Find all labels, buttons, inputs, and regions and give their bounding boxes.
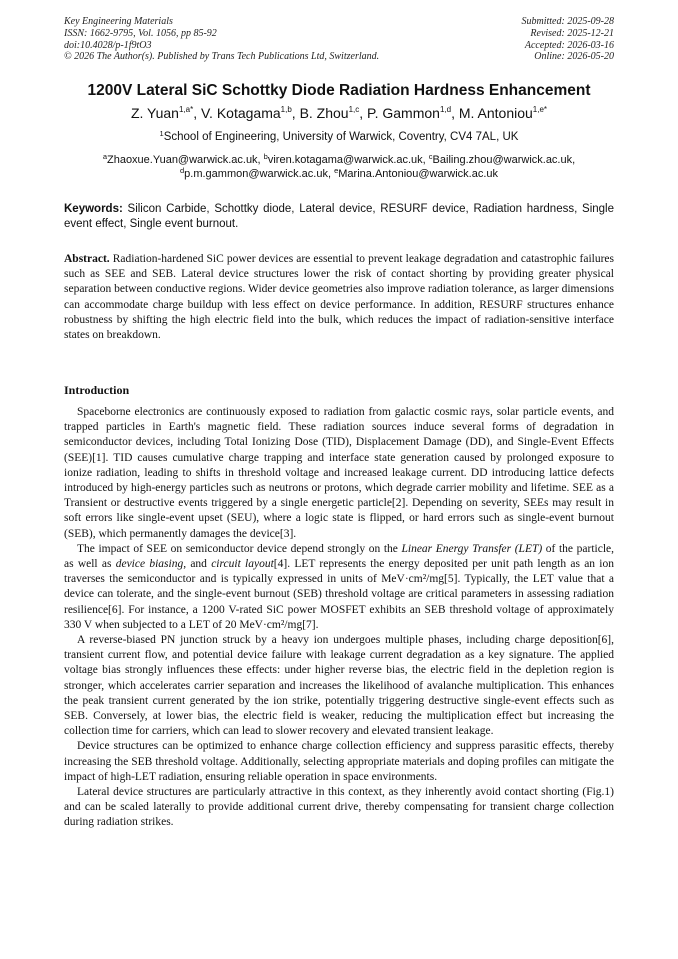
copyright-line: © 2026 The Author(s). Published by Trans Tech Publications Ltd, Switzerland. (64, 51, 380, 63)
author-name: B. Zhou (299, 105, 349, 121)
paragraph: A reverse-biased PN junction struck by a heavy ion undergoes multiple phases, including charge deposition[6], transient current flow, and potential device failure with leakage current degradation as a key signature. The applied voltage bias strongly influences these effects: under higher reverse bias, the electric field in the depletion region is stronger, which accelerates carrier separation and increases the likelihood of avalanche multiplication. This enhances the peak transient current generated by the ion strike, potentially triggering destructive single-event effects such as SEB. Conversely, at lower bias, the electric field is weaker, reducing the multiplication effect but increasing the collection time for carriers, which can lead to slower recovery and elevated transient leakage. (64, 634, 614, 738)
journal-doi: doi:10.4028/p-1f9tO3 (64, 39, 152, 51)
email-link[interactable]: p.m.gammon@warwick.ac.uk, (184, 168, 335, 180)
email-line (40, 153, 638, 167)
paragraph (64, 542, 614, 633)
email-mark: d (179, 166, 185, 175)
text-run: , and (183, 558, 212, 571)
text-run-italic: circuit layout (211, 558, 274, 571)
keywords-text: Silicon Carbide, Schottky diode, Lateral device, RESURF device, Radiation hardness, Single event effect, Single event burnout. (64, 203, 614, 230)
author-affil-mark: 1,e* (532, 105, 548, 114)
paragraph: Spaceborne electronics are continuously exposed to radiation from galactic cosmic rays, solar particle events, and trapped particles in Earth's magnetic field. These radiation sources induce several forms of degradation in semiconductor devices, including Total Ionizing Dose (TID), Displacement Damage (DD), and Single-Event Effects (SEE)[1]. TID causes cumulative charge trapping and interface state generation caused by prolonged exposure to ionize radiation, leading to shifts in threshold voltage and increased leakage current. DD introducing lattice defects introduced by high-energy particles such as neutrons or protons, which degrade carrier mobility and lifetime. SEE as a Transient or destructive events triggered by a single energetic particle[2]. Depending on severity, SEEs may result in soft errors like single-event upset (SEU), where a logic state is flipped, or hard errors such as single-event burnout (SEB), which permanently damages the device[3]. (64, 406, 614, 540)
text-run: The impact of SEE on semiconductor device depend strongly on the (77, 542, 402, 555)
keywords-label: Keywords: (64, 203, 123, 215)
email-link[interactable]: Zhaoxue.Yuan@warwick.ac.uk, (106, 154, 264, 166)
affiliation-text: School of Engineering, University of Warwick, Coventry, CV4 7AL, UK (163, 131, 519, 143)
affiliation-mark: 1 (159, 129, 164, 138)
submitted-date: Submitted: 2025-09-28 (521, 16, 614, 27)
author-name: P. Gammon (367, 105, 440, 121)
email-mark: a (102, 152, 107, 161)
text-run: [4]. LET represents the energy deposited per unit path length as an ion traverses the semiconductor and is typically expressed in units of MeV·cm²/mg[5]. Typically, the LET value that a device can tolerate, and the single-event burnout (SEB) threshold voltage are critical parameters in assessing radiation resilience[6]. For instance, a 1200 V-rated SiC power MOSFET exhibits an SEB threshold voltage of approximately 330 V when subjected to a LET of 20 MeV·cm²/mg[7]. (64, 558, 614, 631)
text-run: of the particle, as well as (64, 542, 614, 571)
revised-date: Revised: 2025-12-21 (530, 27, 614, 39)
author-separator: , (291, 105, 300, 121)
text-run-italic: Linear Energy Transfer (LET) (401, 542, 543, 555)
abstract-section (64, 252, 614, 343)
author-list (30, 105, 648, 121)
abstract-text: Radiation-hardened SiC power devices are essential to prevent leakage degradation and catastrophic failures such as SEE and SEB. Lateral device structures lower the risk of contact shorting by providing greater physical separation between conductive regions. Wider device geometries also improve radiation tolerance, as larger dimensions can accommodate charge buildup with less effect on device performance. In addition, RESURF structures enhance robustness by shifting the high electric field into the bulk, which reduces the impact of radiation-sensitive interface states on breakdown. (64, 253, 614, 342)
journal-name: Key Engineering Materials (64, 16, 173, 27)
paragraph: Device structures can be optimized to enhance charge collection efficiency and suppress parasitic effects, thereby increasing the SEB threshold voltage. Additionally, selecting appropriate materials and doping profiles can mitigate the impact of high-LET radiation, ensuring reliable operation in space environments. (64, 740, 614, 783)
author-name: Z. Yuan (130, 105, 179, 121)
author-separator: , (451, 105, 459, 121)
journal-header (64, 16, 379, 63)
email-mark: b (263, 152, 268, 161)
keywords-section (64, 202, 614, 232)
author-affil-mark: 1,d (439, 105, 452, 114)
email-link[interactable]: Marina.Antoniou@warwick.ac.uk (338, 168, 498, 180)
email-link[interactable]: Bailing.zhou@warwick.ac.uk, (432, 154, 576, 166)
online-date: Online: 2026-05-20 (534, 51, 614, 63)
email-mark: e (334, 166, 339, 175)
author-affil-mark: 1,c (348, 105, 360, 114)
dates-header (522, 16, 615, 63)
author-separator: , (193, 105, 201, 121)
abstract-label: Abstract. (64, 253, 110, 265)
introduction-heading: Introduction (64, 383, 130, 397)
email-line (40, 167, 638, 181)
paper-title: 1200V Lateral SiC Schottky Diode Radiation Hardness Enhancement (87, 82, 591, 99)
author-affil-mark: 1,a* (178, 105, 194, 114)
author-separator: , (359, 105, 368, 121)
email-mark: c (428, 152, 433, 161)
accepted-date: Accepted: 2026-03-16 (524, 39, 614, 51)
email-link[interactable]: viren.kotagama@warwick.ac.uk, (267, 154, 429, 166)
paragraph: Lateral device structures are particularly attractive in this context, as they inherently avoid contact shorting (Fig.1) and can be scaled laterally to provide additional current drive, thereby compensating for transient charge collection during radiation strikes. (64, 786, 614, 829)
author-affil-mark: 1,b (280, 105, 292, 114)
introduction-body (64, 405, 614, 831)
author-name: M. Antoniou (458, 105, 533, 121)
affiliation (40, 131, 638, 143)
text-run-italic: device biasing (115, 558, 184, 571)
author-name: V. Kotagama (201, 105, 281, 121)
journal-issn: ISSN: 1662-9795, Vol. 1056, pp 85-92 (64, 27, 217, 39)
email-list (40, 153, 638, 181)
